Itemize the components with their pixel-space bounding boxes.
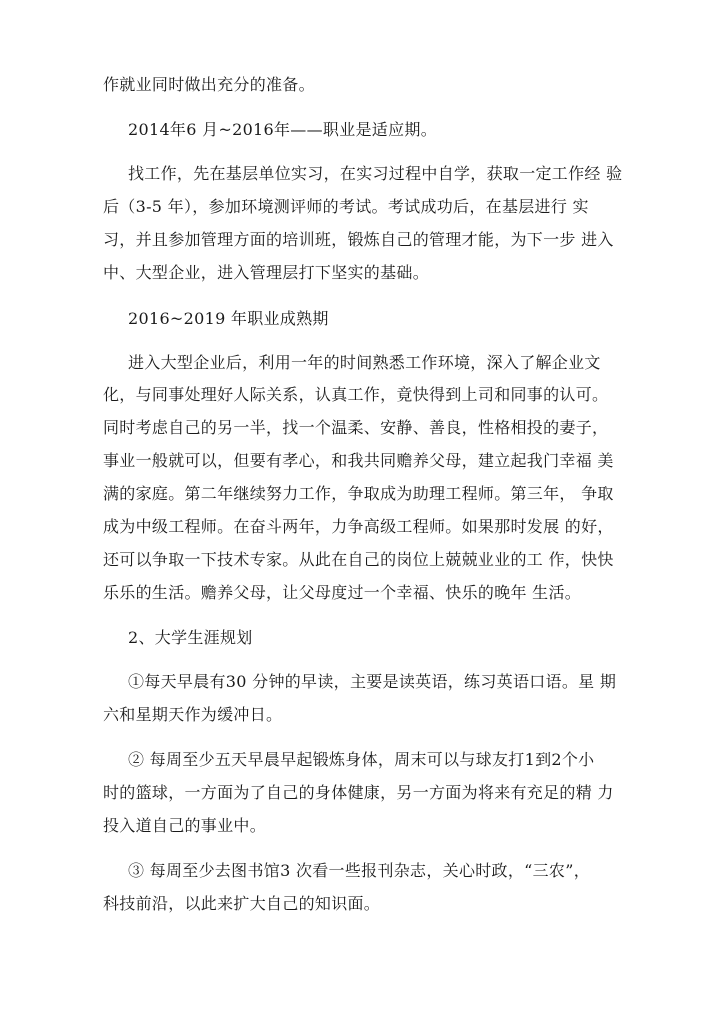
text-line: 后（3-5 年），参加环境测评师的考试。考试成功后，在基层进行 实 [103,197,589,216]
text-line: 事业一般就可以，但要有孝心，和我共同赡养父母，建立起我门幸福 美 [103,451,614,470]
text-line: 还可以争取一下技术专家。从此在自己的岗位上兢兢业业的工 作，快快 [103,550,614,569]
period-heading-2016: 2016~2019 年职业成熟期 [128,309,329,328]
text-line: 中、大型企业，进入管理层打下坚实的基础。 [103,263,430,282]
text-line: 成为中级工程师。在奋斗两年，力争高级工程师。如果那时发展 的好， [103,517,614,536]
text-line: 科技前沿，以此来扩大自己的知识面。 [103,894,381,913]
text-line: 满的家庭。第二年继续努力工作，争取成为助理工程师。第三年， 争取 [103,484,614,503]
text-line: 同时考虑自己的另一半，找一个温柔、安静、善良，性格相投的妻子， [103,418,609,437]
text-line: 投入道自己的事业中。 [103,816,267,835]
text-line: ③ 每周至少去图书馆3 次看一些报刊杂志，关心时政，“三农”， [128,861,591,880]
text-line: 乐乐的生活。赡养父母，让父母度过一个幸福、快乐的晚年 生活。 [103,583,582,602]
text-line: 进入大型企业后，利用一年的时间熟悉工作环境，深入了解企业文 [128,353,601,372]
text-line: 作就业同时做出充分的准备。 [103,75,315,94]
section-heading: 2、大学生涯规划 [128,628,253,647]
text-line: 找工作，先在基层单位实习，在实习过程中自学，获取一定工作经 验 [128,164,623,183]
text-line: 六和星期天作为缓冲日。 [103,705,283,724]
text-line: 时的篮球，一方面为了自己的身体健康，另一方面为将来有充足的精 力 [103,783,614,802]
period-heading-2014: 2014年6 月~2016年——职业是适应期。 [128,120,438,139]
text-line: 习，并且参加管理方面的培训班，锻炼自己的管理才能，为下一步 进入 [103,230,614,249]
text-line: 化，与同事处理好人际关系，认真工作，竟快得到上司和同事的认可。 [103,385,609,404]
text-line: ①每天早晨有30 分钟的早读，主要是读英语，练习英语口语。星 期 [128,672,617,691]
text-line: ② 每周至少五天早晨早起锻炼身体，周末可以与球友打1到2个小 [128,750,595,769]
